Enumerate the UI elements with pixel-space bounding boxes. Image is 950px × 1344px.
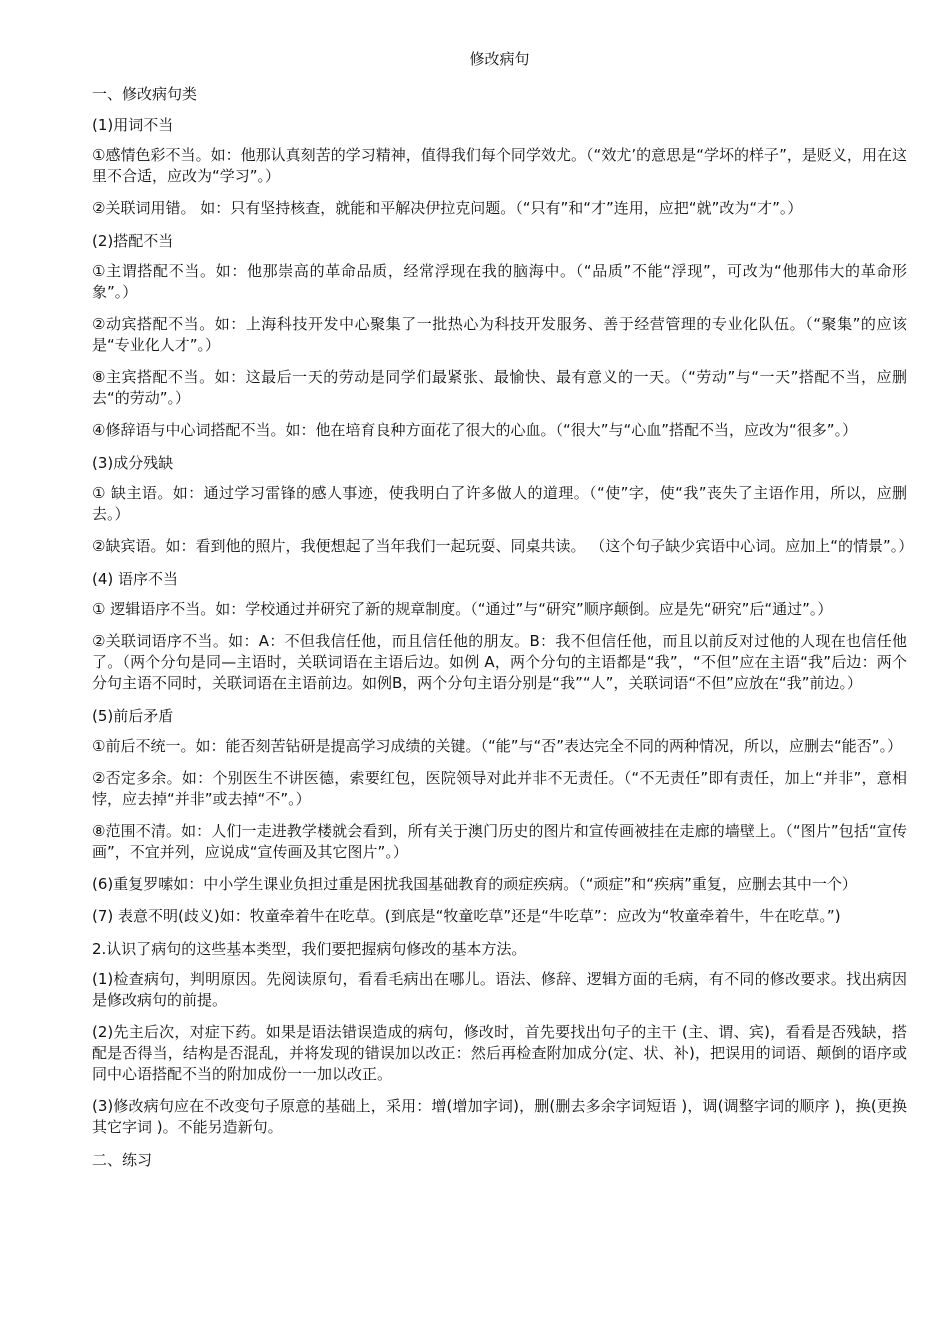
page-title: 修改病句 [469,50,530,68]
document-page [92,48,914,1180]
subheading: 2.认识了病句的这些基本类型，我们要把握病句修改的基本方法。 [92,940,527,958]
paragraph: ④修辞语与中心词搭配不当。如：他在培育良种方面花了很大的心血。（“很大”与“心血”搭配不当，应改为“很多”。） [92,421,858,439]
paragraph: ① 逻辑语序不当。如：学校通过并研究了新的规章制度。（“通过”与“研究”顺序颠倒。应是先“研究”后“通过”。） [92,600,833,618]
paragraph: (3)修改病句应在不改变句子原意的基础上，采用：增(增加字词)，删(删去多余字词短语 )，调(调整字词的顺序 )，换(更换其它字词 )。不能另造新句。 [92,1097,907,1136]
subheading: (4) 语序不当 [92,570,179,588]
paragraph: ①感情色彩不当。如：他那认真刻苦的学习精神，值得我们每个同学效尤。（“效尤’的意思是“学坏的样子”，是贬义，用在这里不合适，应改为“学习”。） [92,146,907,185]
paragraph: ②关联词用错。 如：只有坚持核查，就能和平解决伊拉克问题。（“只有”和“才”连用，应把“就”改为“才”。） [92,199,803,217]
paragraph: ①前后不统一。如：能否刻苦钻研是提高学习成绩的关键。（“能”与“否”表达完全不同的两种情况，所以，应删去“能否”。） [92,737,903,755]
paragraph: ① 缺主语。如：通过学习雷锋的感人事迹，使我明白了许多做人的道理。（“使”字，使“我”丧失了主语作用，所以，应删去。） [92,484,907,523]
paragraph: ②否定多余。如：个别医生不讲医德，索要红包，医院领导对此并非不无责任。（“不无责任”即有责任，加上“并非”，意相悖，应去掉“并非”或去掉“不”。） [92,769,907,808]
paragraph: ②关联词语序不当。如：A：不但我信任他，而且信任他的朋友。B：我不但信任他，而且以前反对过他的人现在也信任他了。（两个分句是同—主语时，关联词语在主语后边。如例 A，两个分句的主语都是“我”，“不但”应在主语“我”后边：两个分句主语不同时，关联词语在主语前边。如例B，两个分句主语分别是“我”“人”，关联词语“不但”应放在“我”前边。） [92,632,907,692]
paragraph: (7) 表意不明(歧义)如：牧童牵着牛在吃草。(到底是“牧童吃草”还是“牛吃草”：应改为“牧童牵着牛，牛在吃草。”) [92,907,841,925]
paragraph: ⑧主宾搭配不当。如：这最后一天的劳动是同学们最紧张、最愉快、最有意义的一天。（“劳动”与“一天”搭配不当，应删去“的劳动”。） [92,368,907,407]
section-heading-1: 一、修改病句类 [92,85,198,103]
subheading: (3)成分残缺 [92,454,174,472]
subheading: (5)前后矛盾 [92,707,174,725]
paragraph: ②动宾搭配不当。如：上海科技开发中心聚集了一批热心为科技开发服务、善于经营管理的专业化队伍。（“聚集”的应该是“专业化人才”。） [92,315,907,354]
paragraph: (2)先主后次，对症下药。如果是语法错误造成的病句，修改时，首先要找出句子的主干 (主、谓、宾)，看看是否残缺，搭配是否得当，结构是否混乱，并将发现的错误加以改正：然后再检查附加成分(定、状、补)，把误用的词语、颠倒的语序或同中心语搭配不当的附加成份一一加以改正。 [92,1023,907,1083]
paragraph: (1)检查病句，判明原因。先阅读原句，看看毛病出在哪儿。语法、修辞、逻辑方面的毛病，有不同的修改要求。找出病因是修改病句的前提。 [92,970,907,1009]
paragraph: ②缺宾语。如：看到他的照片，我便想起了当年我们一起玩耍、同桌共读。 （这个句子缺少宾语中心词。应加上“的情景”。） [92,537,914,555]
subheading: (2)搭配不当 [92,232,174,250]
paragraph: ⑧范围不清。如：人们一走进教学楼就会看到，所有关于澳门历史的图片和宣传画被挂在走廊的墙壁上。（“图片”包括“宣传画”，不宜并列，应说成“宣传画及其它图片”。） [92,822,907,861]
subheading: (1)用词不当 [92,116,174,134]
paragraph: ①主谓搭配不当。如：他那崇高的革命品质，经常浮现在我的脑海中。（“品质”不能“浮现”，可改为“他那伟大的革命形象”。） [92,262,907,301]
paragraph: (6)重复罗嗦如：中小学生课业负担过重是困扰我国基础教育的顽症疾病。（“顽症”和“疾病”重复，应删去其中一个） [92,875,857,893]
section-heading-2: 二、练习 [92,1151,153,1169]
